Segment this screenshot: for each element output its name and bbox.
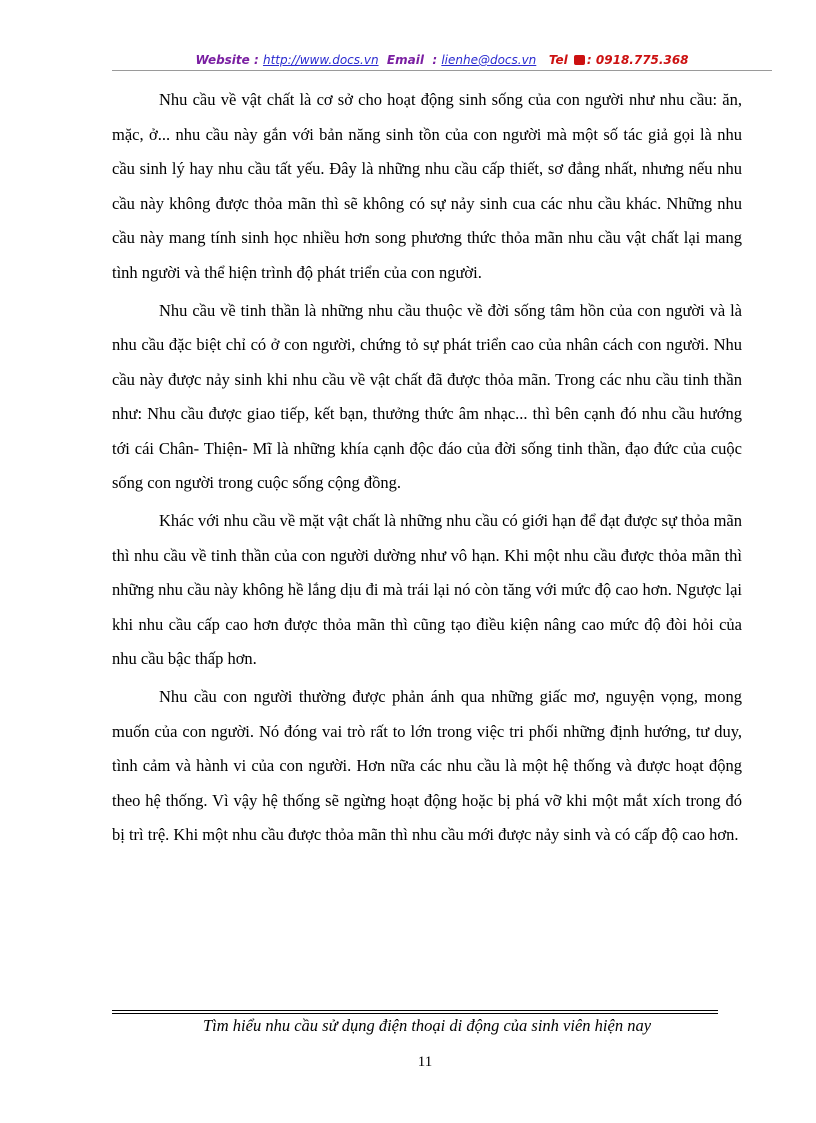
footer-divider-second <box>112 1013 718 1014</box>
email-link[interactable]: lienhe@docs.vn <box>441 53 537 67</box>
paragraph-2: Nhu cầu về tinh thần là những nhu cầu thuộc về đời sống tâm hồn của con người và là nhu cầu đặc biệt chỉ có ở con người, chứng tỏ sự phát triển cao của nhân cách con người. Nhu cầu này được nảy sinh khi nhu cầu về vật chất đã được thỏa mãn. Trong các nhu cầu tinh thần như: Nhu cầu được giao tiếp, kết bạn, thưởng thức âm nhạc... thì bên cạnh đó nhu cầu hướng tới cái Chân- Thiện- Mĩ là những khía cạnh độc đáo của đời sống tinh thần, đạo đức của cuộc sống con người trong cuộc sống cộng đồng. <box>112 300 742 493</box>
page-number: 11 <box>417 1054 433 1070</box>
website-link[interactable]: http://www.docs.vn <box>262 53 379 67</box>
page-header <box>112 52 772 68</box>
email-separator: : <box>432 53 438 67</box>
document-body <box>112 83 742 856</box>
header-divider <box>112 70 772 71</box>
phone-icon <box>574 55 585 65</box>
footer-title: Tìm hiểu nhu cầu sử dụng điện thoại di động của sinh viên hiện nay <box>202 1016 652 1035</box>
paragraph-4: Nhu cầu con người thường được phản ánh qua những giấc mơ, nguyện vọng, mong muốn của con người. Nó đóng vai trò rất to lớn trong việc tri phối những định hướng, tư duy, tình cảm và hành vi của con người. Hơn nữa các nhu cầu là một hệ thống và được hoạt động theo hệ thống. Vì vậy hệ thống sẽ ngừng hoạt động hoặc bị phá vỡ khi một mắt xích trong đó bị trì trệ. Khi một nhu cầu được thỏa mãn thì nhu cầu mới được nảy sinh và có cấp độ cao hơn. <box>112 687 742 845</box>
paragraph-1: Nhu cầu về vật chất là cơ sở cho hoạt động sinh sống của con người như nhu cầu: ăn, mặc, ở... nhu cầu này gắn với bản năng sinh tồn của con người mà một số tác giả gọi là nhu cầu sinh lý hay nhu cầu tất yếu. Đây là những nhu cầu cấp thiết, sơ đẳng nhất, nhưng nếu nhu cầu này không được thỏa mãn thì sẽ không có sự nảy sinh cua các nhu cầu khác. Những nhu cầu này mang tính sinh học nhiều hơn song phương thức thỏa mãn nhu cầu vật chất lại mang tình người và thể hiện trình độ phát triển của con người. <box>112 90 742 282</box>
website-label: Website : <box>195 53 259 67</box>
tel-label: Tel <box>548 53 568 67</box>
footer-divider <box>112 1010 718 1011</box>
tel-number: : 0918.775.368 <box>586 53 689 67</box>
paragraph-3: Khác với nhu cầu về mặt vật chất là những nhu cầu có giới hạn để đạt được sự thỏa mãn thì nhu cầu về tinh thần của con người dường như vô hạn. Khi một nhu cầu được thỏa mãn thì những nhu cầu này không hề lắng dịu đi mà trái lại nó còn tăng với mức độ cao hơn. Ngược lại khi nhu cầu cấp cao hơn được thỏa mãn thì cũng tạo điều kiện nâng cao mức độ đòi hỏi của nhu cầu bậc thấp hơn. <box>112 511 742 669</box>
email-label: Email <box>386 53 424 67</box>
